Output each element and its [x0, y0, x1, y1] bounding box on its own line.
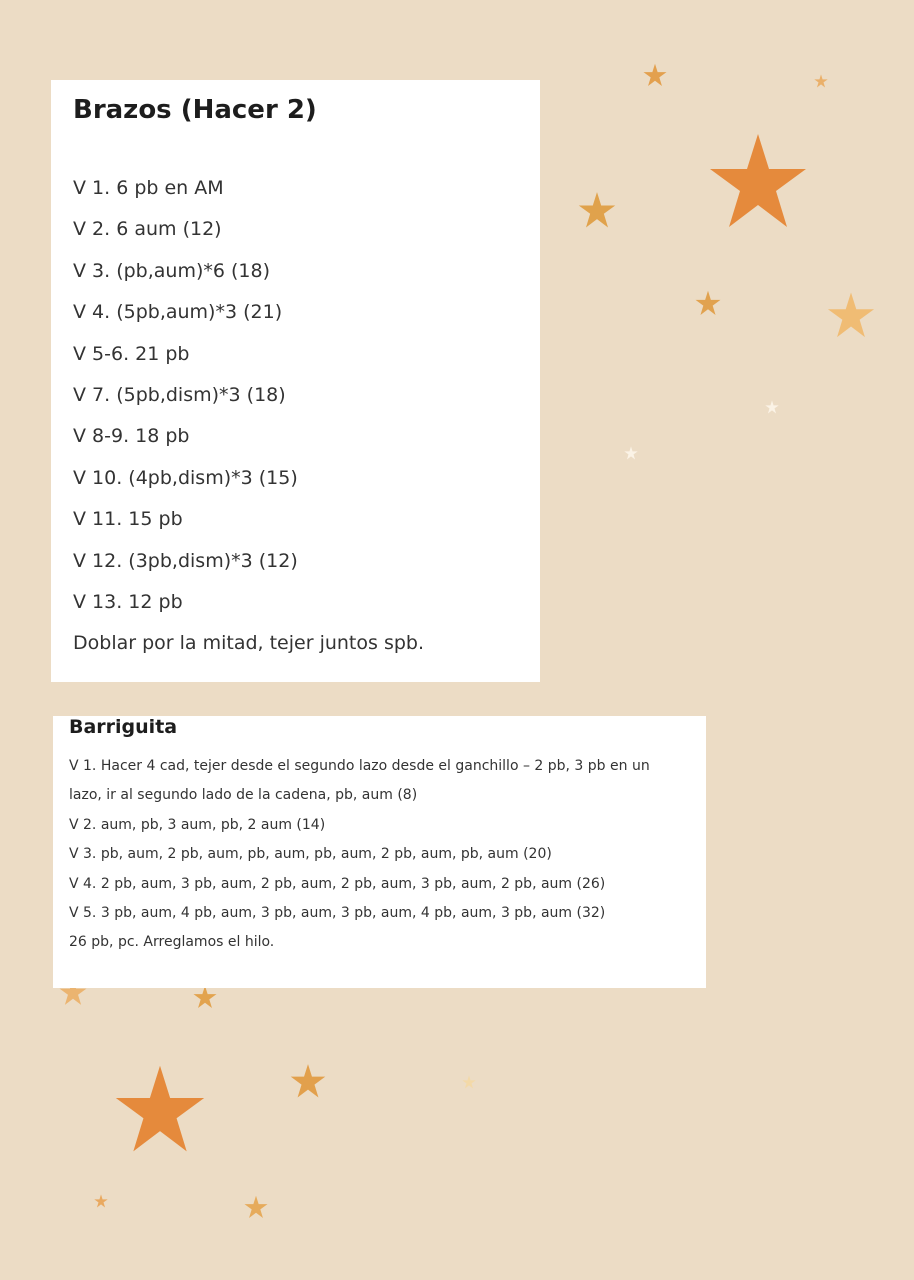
brazos-step: V 13. 12 pb [73, 591, 183, 614]
star-icon [290, 1063, 326, 1099]
brazos-step: V 3. (pb,aum)*6 (18) [73, 259, 271, 282]
star-icon [643, 63, 667, 87]
barriguita-step: V 3. pb, aum, 2 pb, aum, pb, aum, pb, aum, 2 pb, aum, pb, aum (20) [69, 846, 552, 863]
star-icon [462, 1075, 476, 1089]
barriguita-step: lazo, ir al segundo lado de la cadena, pb, aum (8) [69, 787, 418, 804]
brazos-title: Brazos (Hacer 2) [73, 95, 317, 125]
star-icon [706, 131, 810, 231]
brazos-step: V 8-9. 18 pb [73, 425, 190, 448]
brazos-card [51, 80, 540, 682]
star-icon [695, 290, 721, 316]
star-icon [112, 1063, 208, 1155]
barriguita-title: Barriguita [69, 716, 178, 738]
brazos-step: V 2. 6 aum (12) [73, 218, 222, 241]
brazos-steps [73, 168, 540, 665]
barriguita-step: V 1. Hacer 4 cad, tejer desde el segundo lazo desde el ganchillo – 2 pb, 3 pb en un [69, 758, 650, 774]
star-icon [624, 446, 638, 460]
star-icon [765, 400, 779, 414]
brazos-step: V 10. (4pb,dism)*3 (15) [73, 466, 298, 489]
star-icon [94, 1194, 108, 1208]
brazos-step: Doblar por la mitad, tejer juntos spb. [73, 632, 424, 655]
barriguita-step: V 5. 3 pb, aum, 4 pb, aum, 3 pb, aum, 3 pb, aum, 4 pb, aum, 3 pb, aum (32) [69, 905, 606, 922]
brazos-step: V 1. 6 pb en AM [73, 177, 224, 199]
barriguita-steps [69, 752, 706, 958]
brazos-step: V 7. (5pb,dism)*3 (18) [73, 384, 286, 407]
barriguita-step: V 4. 2 pb, aum, 3 pb, aum, 2 pb, aum, 2 pb, aum, 3 pb, aum, 2 pb, aum (26) [69, 875, 606, 892]
star-icon [814, 74, 828, 88]
brazos-step: V 11. 15 pb [73, 508, 183, 531]
barriguita-step: V 2. aum, pb, 3 aum, pb, 2 aum (14) [69, 816, 326, 833]
brazos-step: V 5-6. 21 pb [73, 342, 190, 365]
star-icon [244, 1195, 268, 1219]
barriguita-step: 26 pb, pc. Arreglamos el hilo. [69, 934, 275, 951]
star-icon [193, 985, 217, 1009]
star-icon [826, 291, 876, 339]
brazos-step: V 12. (3pb,dism)*3 (12) [73, 549, 298, 572]
star-icon [577, 191, 617, 229]
barriguita-card [53, 716, 706, 988]
brazos-step: V 4. (5pb,aum)*3 (21) [73, 301, 283, 324]
